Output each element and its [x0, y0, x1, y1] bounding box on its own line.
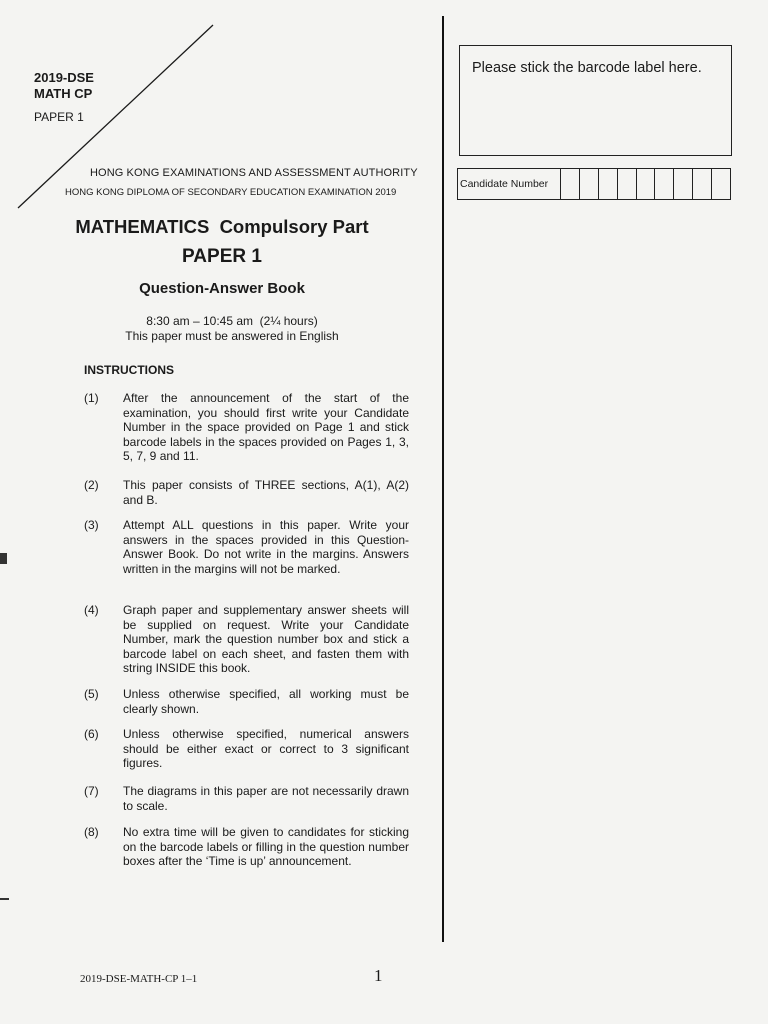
candidate-digit-cell[interactable]: [618, 169, 637, 199]
instruction-number: (2): [84, 478, 99, 492]
candidate-digit-cell[interactable]: [655, 169, 674, 199]
instruction-number: (8): [84, 825, 99, 839]
instruction-text: The diagrams in this paper are not necessarily drawn to scale.: [123, 784, 409, 813]
candidate-digit-cell[interactable]: [580, 169, 599, 199]
instruction-text: No extra time will be given to candidates for sticking on the barcode labels or filling in the question number boxes after the ‘Time is up’ announcement.: [123, 825, 409, 869]
subject-title: MATHEMATICS Compulsory Part: [75, 216, 369, 237]
language-note: This paper must be answered in English: [125, 329, 339, 343]
footer-code: 2019-DSE-MATH-CP 1–1: [80, 973, 198, 985]
instruction-number: (1): [84, 391, 99, 405]
instruction-text: Unless otherwise specified, all working must be clearly shown.: [123, 687, 409, 716]
registration-dash: [0, 898, 9, 900]
instructions-heading: INSTRUCTIONS: [84, 363, 174, 377]
diploma-name: HONG KONG DIPLOMA OF SECONDARY EDUCATION EXAMINATION 2019: [65, 187, 397, 198]
instruction-number: (3): [84, 518, 99, 532]
instruction-text: This paper consists of THREE sections, A(1), A(2) and B.: [123, 478, 409, 507]
candidate-digit-cell[interactable]: [674, 169, 693, 199]
registration-mark: [0, 553, 7, 564]
exam-duration: 8:30 am – 10:45 am (2¼ hours): [146, 314, 318, 328]
candidate-digit-cell[interactable]: [693, 169, 712, 199]
instruction-text: Attempt ALL questions in this paper. Write your answers in the spaces provided in this Question-Answer Book. Do not write in the margins. Answers written in the margins will not be marked.: [123, 518, 409, 576]
instruction-number: (5): [84, 687, 99, 701]
candidate-number-label: Candidate Number: [458, 169, 561, 199]
instruction-text: Graph paper and supplementary answer sheets will be supplied on request. Write your Candidate Number, mark the question number box and stick a barcode label on each sheet, and fasten them with string INSIDE this book.: [123, 603, 409, 676]
exam-code: 2019-DSE: [34, 70, 94, 85]
candidate-digit-cell[interactable]: [561, 169, 580, 199]
instruction-text: Unless otherwise specified, numerical answers should be either exact or correct to 3 significant figures.: [123, 727, 409, 771]
candidate-digit-cell[interactable]: [637, 169, 656, 199]
paper-title: PAPER 1: [182, 246, 262, 267]
subject-code: MATH CP: [34, 86, 93, 101]
candidate-digit-cell[interactable]: [599, 169, 618, 199]
exam-code-block: [34, 70, 94, 102]
instruction-number: (7): [84, 784, 99, 798]
authority-name: HONG KONG EXAMINATIONS AND ASSESSMENT AUTHORITY: [90, 167, 418, 179]
instruction-number: (6): [84, 727, 99, 741]
page-number: 1: [374, 966, 383, 985]
candidate-number-box: [457, 168, 731, 200]
candidate-digit-cell[interactable]: [712, 169, 730, 199]
time-block: [0, 314, 464, 344]
barcode-label: Please stick the barcode label here.: [472, 60, 702, 76]
instruction-text: After the announcement of the start of the examination, you should first write your Candidate Number in the space provided on Page 1 and stick barcode labels in the spaces provided on Pages 1, 3, 5, 7, 9 and 11.: [123, 391, 409, 464]
paper-label: PAPER 1: [34, 110, 84, 124]
page-divider: [442, 16, 444, 942]
instruction-number: (4): [84, 603, 99, 617]
book-title: Question-Answer Book: [139, 280, 305, 297]
